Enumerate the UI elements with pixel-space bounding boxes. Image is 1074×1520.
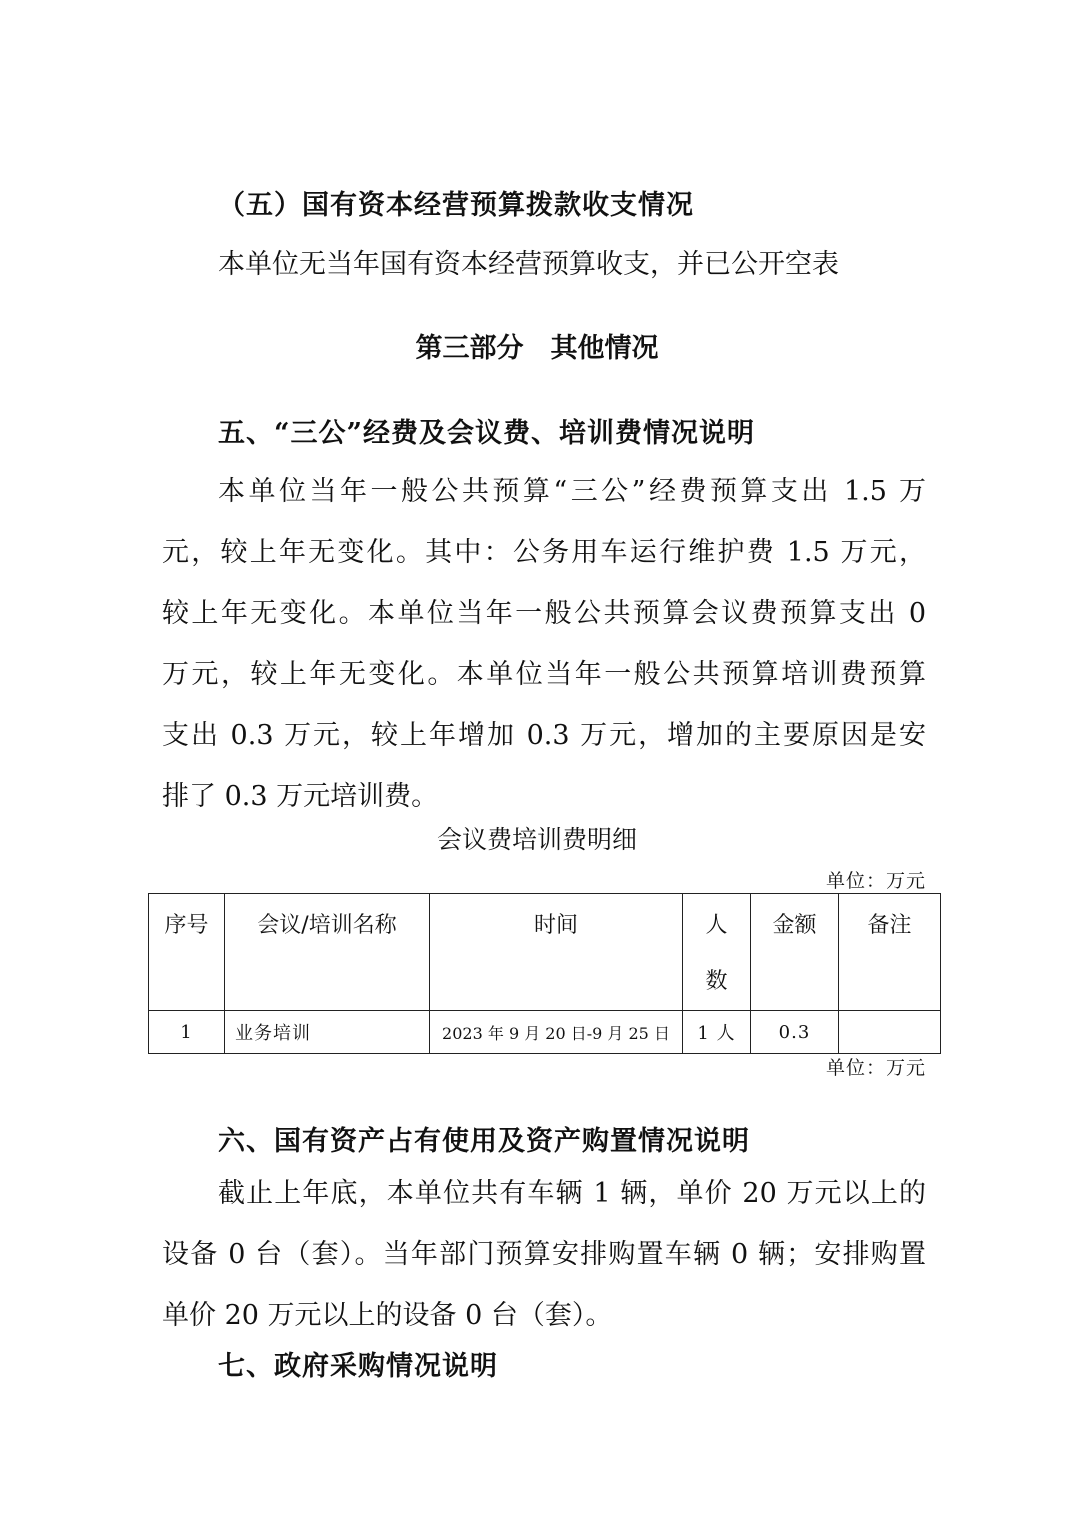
header-name: 会议/培训名称 bbox=[225, 894, 430, 1011]
section-five-paragraph bbox=[162, 461, 926, 827]
header-time: 时间 bbox=[430, 894, 683, 1011]
table-row bbox=[149, 1011, 941, 1054]
part-3-title: 第三部分 其他情况 bbox=[415, 333, 659, 364]
header-seq: 序号 bbox=[149, 894, 225, 1011]
section-six-heading: 六、国有资产占有使用及资产购置情况说明 bbox=[218, 1126, 750, 1157]
section-5-text: 本单位无当年国有资本经营预算收支，并已公开空表 bbox=[218, 249, 839, 280]
paragraph-line: 较上年无变化。本单位当年一般公共预算会议费预算支出 0 bbox=[162, 598, 926, 629]
table-unit-bottom: 单位：万元 bbox=[825, 1057, 926, 1079]
paragraph-line: 本单位当年一般公共预算“三公”经费预算支出 1.5 万 bbox=[218, 476, 926, 507]
cell-seq: 1 bbox=[149, 1011, 225, 1054]
header-people bbox=[683, 894, 751, 1011]
cell-time: 2023 年 9 月 20 日-9 月 25 日 bbox=[430, 1011, 683, 1054]
training-detail-table bbox=[148, 893, 941, 1054]
table-title: 会议费培训费明细 bbox=[436, 825, 637, 854]
section-six-paragraph bbox=[162, 1163, 926, 1346]
paragraph-line: 设备 0 台（套）。当年部门预算安排购置车辆 0 辆；安排购置 bbox=[162, 1239, 926, 1270]
section-seven-heading: 七、政府采购情况说明 bbox=[218, 1351, 498, 1382]
header-people-line-1: 人 bbox=[705, 913, 728, 938]
paragraph-line: 万元，较上年无变化。本单位当年一般公共预算培训费预算 bbox=[162, 659, 926, 690]
section-five-heading: 五、“三公”经费及会议费、培训费情况说明 bbox=[218, 418, 756, 449]
cell-people: 1 人 bbox=[683, 1011, 751, 1054]
paragraph-line: 元，较上年无变化。其中：公务用车运行维护费 1.5 万元， bbox=[162, 537, 926, 568]
cell-amount: 0.3 bbox=[751, 1011, 839, 1054]
header-amount: 金额 bbox=[751, 894, 839, 1011]
cell-name: 业务培训 bbox=[225, 1011, 430, 1054]
paragraph-line: 排了 0.3 万元培训费。 bbox=[162, 781, 439, 812]
header-note: 备注 bbox=[839, 894, 941, 1011]
paragraph-line: 支出 0.3 万元，较上年增加 0.3 万元，增加的主要原因是安 bbox=[162, 720, 926, 751]
header-people-line-2: 数 bbox=[705, 969, 728, 994]
table-unit-top: 单位：万元 bbox=[825, 870, 926, 892]
paragraph-line: 单价 20 万元以上的设备 0 台（套）。 bbox=[162, 1300, 613, 1331]
cell-note bbox=[839, 1011, 941, 1054]
section-5-heading: （五）国有资本经营预算拨款收支情况 bbox=[218, 190, 694, 221]
paragraph-line: 截止上年底，本单位共有车辆 1 辆，单价 20 万元以上的 bbox=[218, 1178, 926, 1209]
table-header-row bbox=[149, 894, 941, 1011]
